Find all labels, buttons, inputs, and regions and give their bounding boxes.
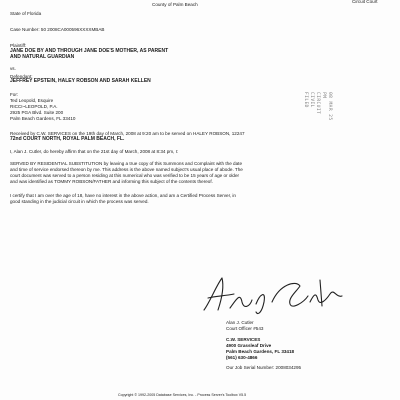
for-line-4: Palm Beach Gardens, FL 33410	[10, 116, 76, 121]
stamp-line-2: CIRCUIT CIVIL	[309, 92, 321, 115]
affirm-statement: I, Alan J. Cutler, do hereby affirm that on the 21st day of March, 2008 at 8:34 pm, I:	[10, 149, 179, 154]
certify-line-2: good standing in the judicial circuit in which the process was served.	[10, 199, 149, 204]
filed-stamp	[280, 92, 332, 128]
served-line-2: and time of service endorsed thereon by me. This address is the above named subject's usual place of abode. The	[10, 167, 243, 172]
county-name: County of Palm Beach	[152, 2, 198, 7]
plaintiff-label: Plaintiff:	[10, 43, 27, 48]
court-name-partial: Circuit Court	[352, 0, 378, 4]
served-line-3: court document was served to a person residing at this numerical who was verified to be 15 years of age or older	[10, 173, 240, 178]
stamp-line-1: 08 MAR 25 PM	[321, 92, 332, 121]
plaintiff-line-1: JANE DOE BY AND THROUGH JANE DOE'S MOTHER, AS PARENT	[10, 48, 169, 54]
for-line-1: Ted Leopold, Esquire	[10, 98, 54, 103]
for-line-3: 2925 PGA Blvd. Suite 200	[10, 110, 64, 115]
case-number: Case Number: 50 2008CA000596XXXXMBAB	[10, 27, 105, 32]
job-serial-number: Our Job Serial Number: 2008034295	[226, 365, 302, 370]
for-label: For:	[10, 92, 19, 97]
vs-label: vs.	[10, 66, 16, 71]
defendant-label: Defendant:	[10, 74, 33, 79]
service-company-name: C.W. SERVICES	[226, 337, 261, 342]
for-line-2: RICCI~LEOPOLD, P.A.	[10, 104, 58, 109]
served-line-4: and was identified as TOMMY ROBSON/FATHER and informing this subject of the contents thereof.	[10, 179, 213, 184]
received-line-2: 72nd COURT NORTH, ROYAL PALM BEACH, FL.	[10, 136, 125, 142]
signature-image	[200, 272, 350, 318]
received-line-1: Received by C.W. SERVICES on the 19th day of March, 2008 at 9:20 am to be served on HALEY ROBSON, 12247	[10, 131, 245, 136]
plaintiff-line-2: AND NATURAL GUARDIAN	[10, 54, 75, 60]
service-address-2: Palm Beach Gardens, FL 33418	[226, 349, 295, 354]
served-line-1: SERVED BY RESIDENTIAL SUBSTITUTION by leaving a true copy of this Summons and Complaint with the date	[10, 161, 242, 166]
stamp-line-3: FILED	[303, 92, 309, 108]
defendant-names: JEFFREY EPSTEIN, HALEY ROBSON AND SARAH KELLEN	[10, 78, 151, 84]
certify-line-1: I certify that I am over the age of 18, have no interest in the above action, and am a Certified Process Server, in	[10, 193, 236, 198]
signer-name: Alan J. Cutler	[226, 320, 254, 325]
service-phone: (561) 630-4866	[226, 355, 258, 360]
signer-title: Court Officer #543	[226, 326, 264, 331]
state-name: State of Florida	[10, 11, 42, 16]
service-address-1: 4900 Grassleaf Drive	[226, 343, 272, 348]
copyright-footer: Copyright © 1992-2005 Database Services, Inc. - Process Server's Toolbox V5.5	[118, 393, 247, 397]
